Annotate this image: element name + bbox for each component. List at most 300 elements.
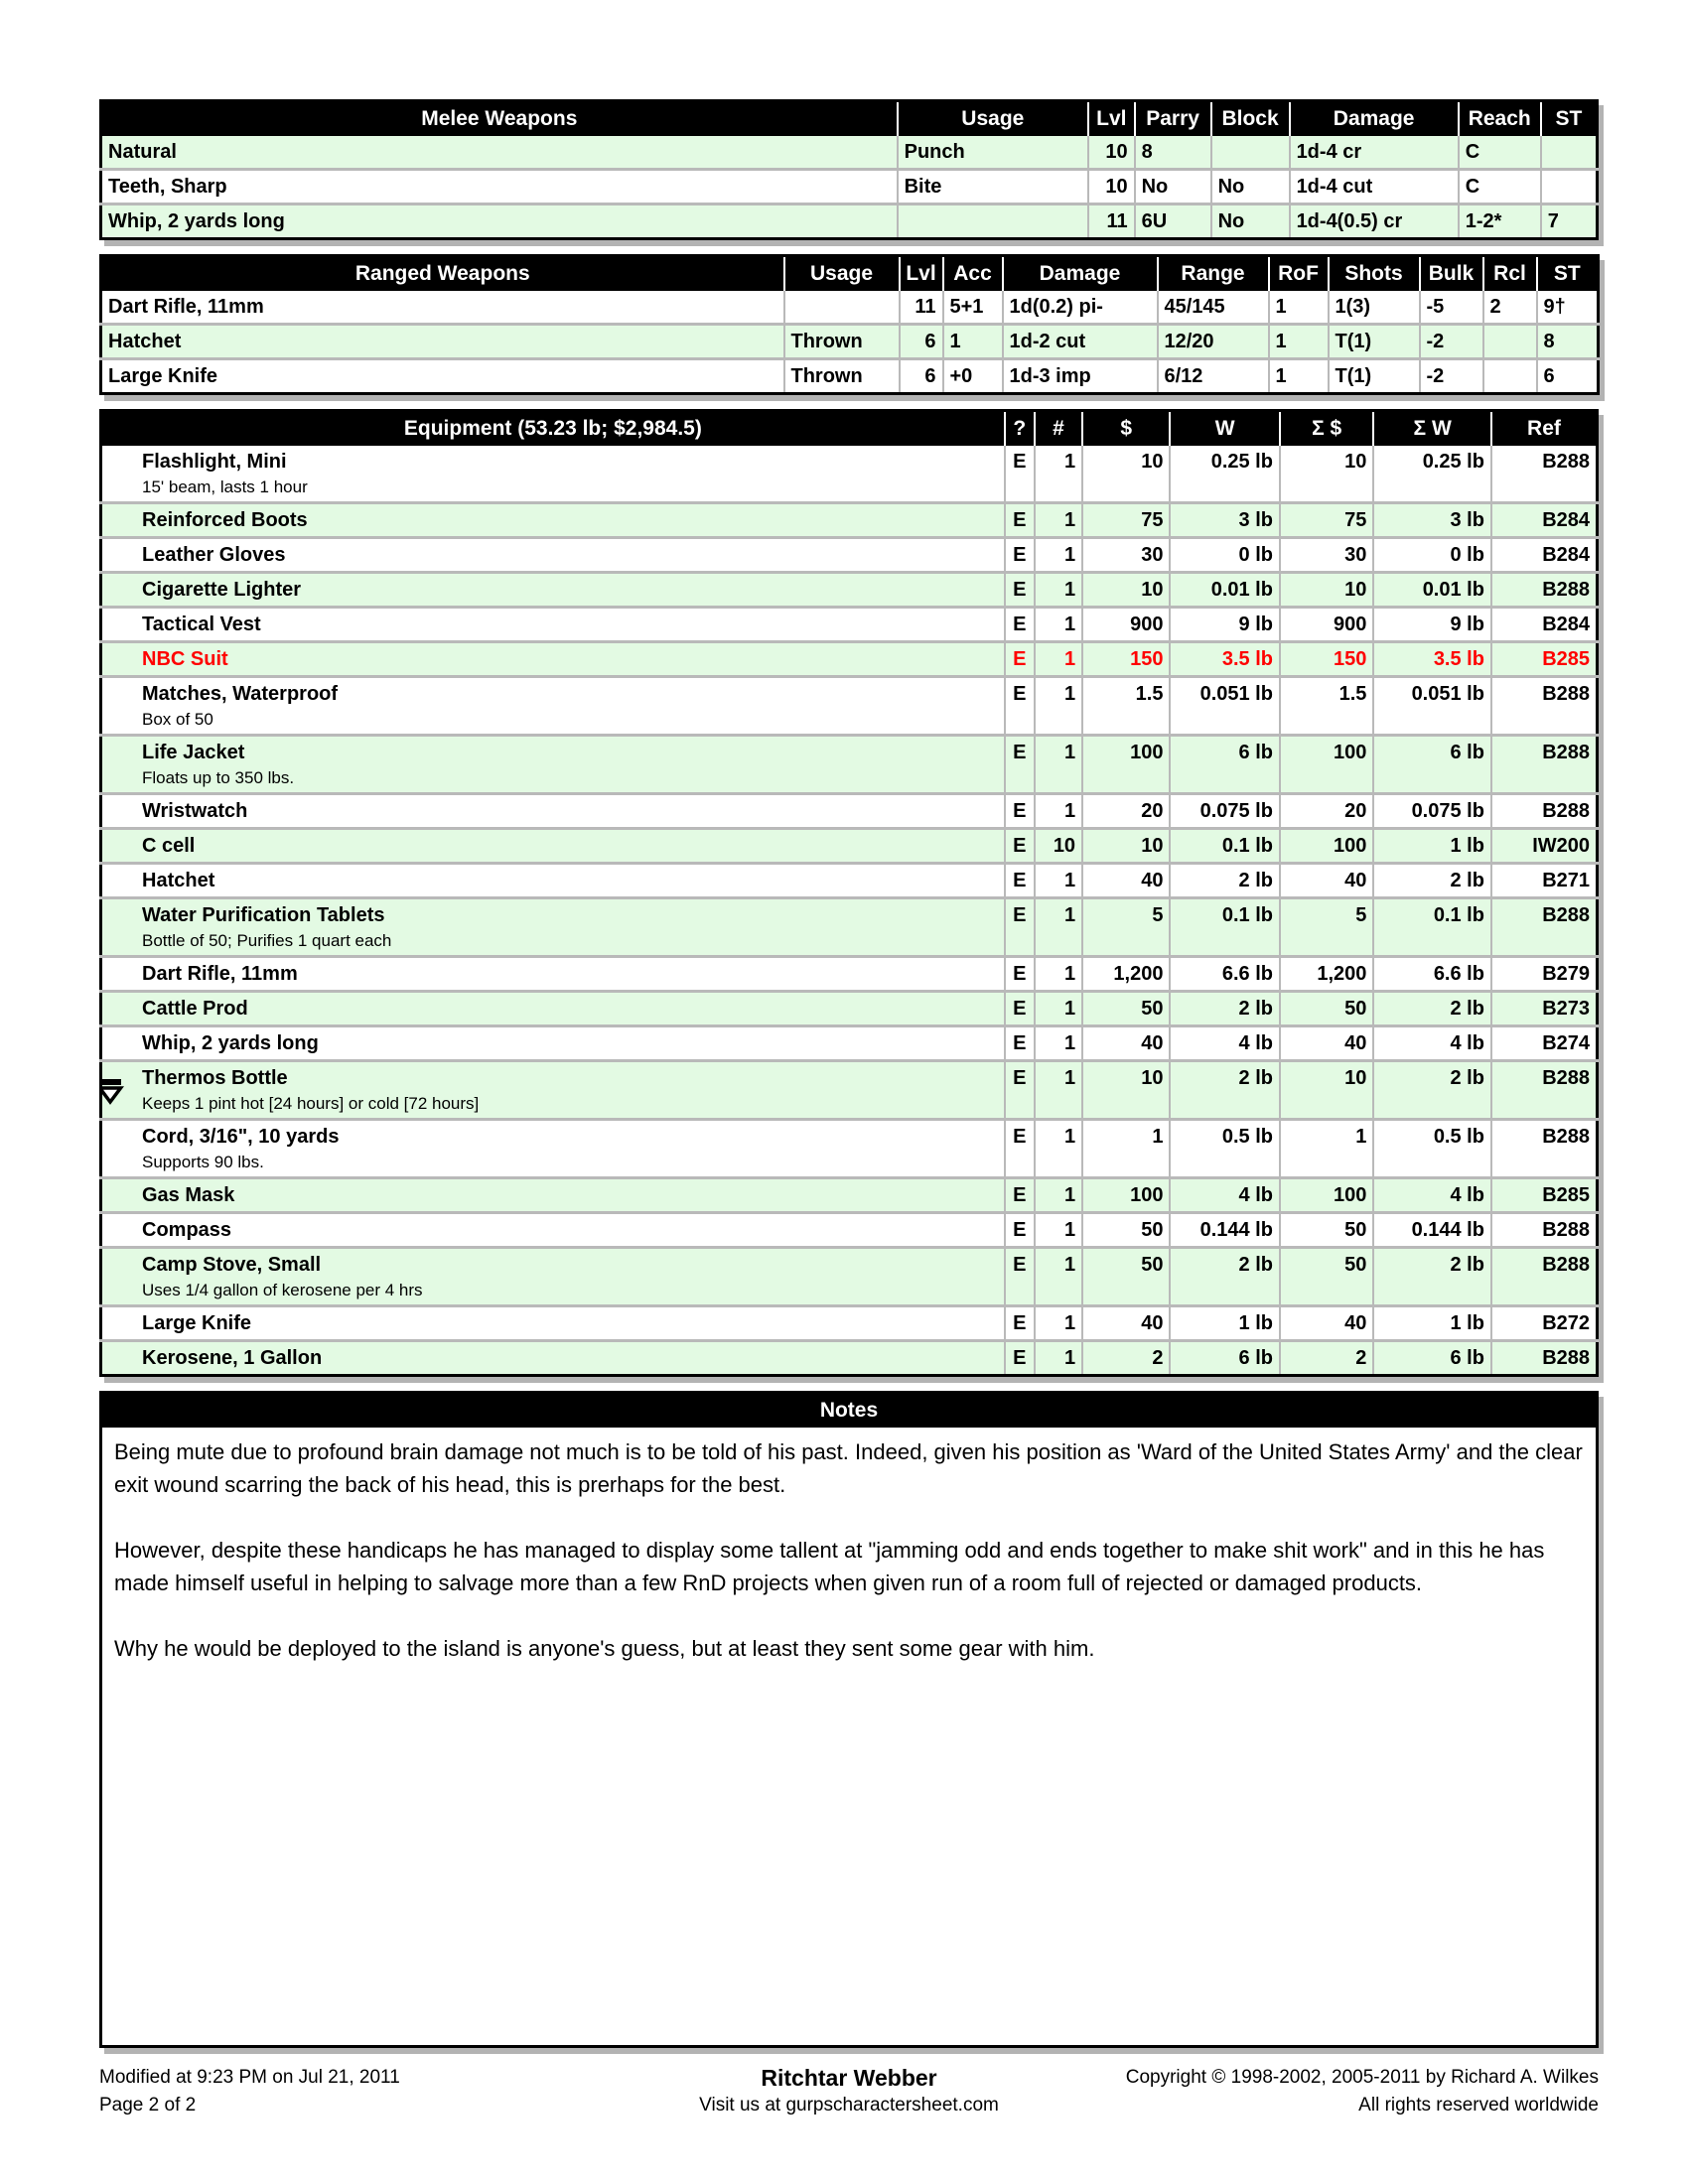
item-ext-weight: 0.144 lb xyxy=(1373,1213,1491,1248)
weapon-damage: 1d-3 imp xyxy=(1003,359,1158,394)
equipment-table-title: Equipment (53.23 lb; $2,984.5) xyxy=(101,411,1005,447)
item-ext-cost: 20 xyxy=(1280,794,1373,829)
item-qty: 1 xyxy=(1035,736,1082,794)
item-ext-weight: 0.25 lb xyxy=(1373,446,1491,503)
col-header-lvl: Lvl xyxy=(900,256,943,292)
item-equipped: E xyxy=(1005,1026,1035,1061)
weapon-st xyxy=(1541,136,1598,170)
item-ext-weight: 6 lb xyxy=(1373,736,1491,794)
item-qty: 1 xyxy=(1035,1178,1082,1213)
character-name: Ritchtar Webber xyxy=(761,2065,937,2091)
item-ref: B284 xyxy=(1491,538,1598,573)
item-name: Camp Stove, Small xyxy=(142,1254,322,1276)
item-note: Box of 50 xyxy=(142,710,213,729)
item-qty: 1 xyxy=(1035,1248,1082,1306)
col-header-damage: Damage xyxy=(1290,101,1459,137)
weapon-damage: 1d(0.2) pi- xyxy=(1003,291,1158,325)
item-ext-cost: 5 xyxy=(1280,898,1373,957)
weapon-bulk: -2 xyxy=(1420,325,1483,359)
website-text: Visit us at gurpscharactersheet.com xyxy=(699,2095,999,2116)
character-sheet-page xyxy=(99,0,1599,2119)
weapon-parry: 6U xyxy=(1135,205,1211,239)
weapon-level: 11 xyxy=(900,291,943,325)
col-header-bulk: Bulk xyxy=(1420,256,1483,292)
item-cost: 40 xyxy=(1082,864,1170,898)
col-header-usage: Usage xyxy=(784,256,900,292)
item-ext-cost: 50 xyxy=(1280,992,1373,1026)
item-note: Uses 1/4 gallon of kerosene per 4 hrs xyxy=(142,1281,423,1299)
item-name: Kerosene, 1 Gallon xyxy=(142,1347,323,1369)
copyright-text: Copyright © 1998-2002, 2005-2011 by Richard A. Wilkes xyxy=(1125,2067,1599,2088)
item-weight: 2 lb xyxy=(1170,1248,1280,1306)
equipment-row[interactable] xyxy=(101,957,1598,992)
notes-text[interactable] xyxy=(102,1428,1596,2045)
col-header-range: Range xyxy=(1158,256,1269,292)
col-header-reach: Reach xyxy=(1459,101,1541,137)
weapon-st: 9† xyxy=(1537,291,1599,325)
melee-weapon-row[interactable] xyxy=(101,205,1598,239)
equipment-row[interactable] xyxy=(101,573,1598,608)
item-ext-weight: 2 lb xyxy=(1373,864,1491,898)
equipment-row[interactable] xyxy=(101,538,1598,573)
item-ref: B273 xyxy=(1491,992,1598,1026)
equipment-row[interactable] xyxy=(101,992,1598,1026)
equipment-row[interactable] xyxy=(101,864,1598,898)
col-header-cost: $ xyxy=(1082,411,1170,447)
item-equipped: E xyxy=(1005,608,1035,642)
item-note: Floats up to 350 lbs. xyxy=(142,768,295,787)
item-qty: 1 xyxy=(1035,957,1082,992)
item-ext-weight: 1 lb xyxy=(1373,1306,1491,1341)
item-ext-weight: 6 lb xyxy=(1373,1341,1491,1376)
item-equipped: E xyxy=(1005,503,1035,538)
weapon-usage xyxy=(898,205,1088,239)
item-cost: 5 xyxy=(1082,898,1170,957)
item-name: Tactical Vest xyxy=(142,614,261,635)
notes-title: Notes xyxy=(102,1394,1596,1428)
item-equipped: E xyxy=(1005,736,1035,794)
item-cost: 50 xyxy=(1082,992,1170,1026)
item-name: Gas Mask xyxy=(142,1184,235,1206)
item-qty: 1 xyxy=(1035,446,1082,503)
item-ref: B284 xyxy=(1491,608,1598,642)
weapon-reach: 1-2* xyxy=(1459,205,1541,239)
item-ref: B288 xyxy=(1491,446,1598,503)
item-cost: 10 xyxy=(1082,573,1170,608)
ranged-weapons-table xyxy=(99,254,1600,395)
item-weight: 3 lb xyxy=(1170,503,1280,538)
item-cost: 75 xyxy=(1082,503,1170,538)
weapon-st xyxy=(1541,170,1598,205)
item-weight: 4 lb xyxy=(1170,1026,1280,1061)
item-ref: B288 xyxy=(1491,1341,1598,1376)
item-ref: B279 xyxy=(1491,957,1598,992)
col-header-weight: W xyxy=(1170,411,1280,447)
item-name: Whip, 2 yards long xyxy=(142,1032,319,1054)
weapon-usage: Thrown xyxy=(784,325,900,359)
item-ext-weight: 0.075 lb xyxy=(1373,794,1491,829)
page-footer xyxy=(99,2064,1599,2119)
item-ext-weight: 0.051 lb xyxy=(1373,677,1491,736)
item-equipped: E xyxy=(1005,642,1035,677)
item-ref: IW200 xyxy=(1491,829,1598,864)
item-ext-cost: 100 xyxy=(1280,829,1373,864)
item-name: Water Purification Tablets xyxy=(142,904,385,926)
melee-weapon-row[interactable] xyxy=(101,170,1598,205)
item-ext-cost: 1 xyxy=(1280,1120,1373,1178)
col-header-acc: Acc xyxy=(943,256,1003,292)
col-header-rcl: Rcl xyxy=(1483,256,1537,292)
col-header-ext-cost: Σ $ xyxy=(1280,411,1373,447)
equipment-row[interactable] xyxy=(101,677,1598,736)
item-qty: 1 xyxy=(1035,538,1082,573)
item-equipped: E xyxy=(1005,992,1035,1026)
item-ref: B288 xyxy=(1491,1248,1598,1306)
item-equipped: E xyxy=(1005,957,1035,992)
weapon-usage: Bite xyxy=(898,170,1088,205)
item-equipped: E xyxy=(1005,1213,1035,1248)
weapon-parry: 8 xyxy=(1135,136,1211,170)
item-ref: B272 xyxy=(1491,1306,1598,1341)
item-name: Dart Rifle, 11mm xyxy=(142,963,298,985)
item-equipped: E xyxy=(1005,1061,1035,1120)
weapon-acc: 5+1 xyxy=(943,291,1003,325)
item-weight: 9 lb xyxy=(1170,608,1280,642)
equipment-row[interactable] xyxy=(101,1061,1598,1120)
item-weight: 0.1 lb xyxy=(1170,898,1280,957)
item-qty: 1 xyxy=(1035,1026,1082,1061)
item-ref: B288 xyxy=(1491,677,1598,736)
weapon-rcl xyxy=(1483,359,1537,394)
item-name: Matches, Waterproof xyxy=(142,683,339,705)
item-ext-cost: 30 xyxy=(1280,538,1373,573)
col-header-ext-weight: Σ W xyxy=(1373,411,1491,447)
item-ext-weight: 2 lb xyxy=(1373,1248,1491,1306)
item-ext-cost: 10 xyxy=(1280,573,1373,608)
item-equipped: E xyxy=(1005,1120,1035,1178)
item-note: Bottle of 50; Purifies 1 quart each xyxy=(142,931,392,950)
item-qty: 1 xyxy=(1035,677,1082,736)
item-ref: B288 xyxy=(1491,1213,1598,1248)
item-weight: 0.1 lb xyxy=(1170,829,1280,864)
item-qty: 1 xyxy=(1035,1341,1082,1376)
item-note: 15' beam, lasts 1 hour xyxy=(142,478,308,496)
item-equipped: E xyxy=(1005,1306,1035,1341)
col-header-parry: Parry xyxy=(1135,101,1211,137)
ranged-weapon-row[interactable] xyxy=(101,359,1599,394)
weapon-reach: C xyxy=(1459,136,1541,170)
item-ext-cost: 100 xyxy=(1280,736,1373,794)
item-equipped: E xyxy=(1005,446,1035,503)
item-weight: 0 lb xyxy=(1170,538,1280,573)
item-cost: 100 xyxy=(1082,1178,1170,1213)
item-ext-cost: 40 xyxy=(1280,864,1373,898)
item-ext-cost: 40 xyxy=(1280,1306,1373,1341)
item-ref: B288 xyxy=(1491,1120,1598,1178)
item-cost: 50 xyxy=(1082,1213,1170,1248)
item-cost: 20 xyxy=(1082,794,1170,829)
weapon-rof: 1 xyxy=(1269,291,1329,325)
weapon-bulk: -2 xyxy=(1420,359,1483,394)
weapon-block xyxy=(1211,136,1290,170)
item-ref: B285 xyxy=(1491,642,1598,677)
weapon-rcl: 2 xyxy=(1483,291,1537,325)
col-header-ref: Ref xyxy=(1491,411,1598,447)
notes-box xyxy=(99,1391,1599,2048)
item-weight: 6 lb xyxy=(1170,736,1280,794)
item-ext-cost: 10 xyxy=(1280,446,1373,503)
item-qty: 1 xyxy=(1035,992,1082,1026)
item-name: Compass xyxy=(142,1219,232,1241)
item-cost: 50 xyxy=(1082,1248,1170,1306)
item-ref: B274 xyxy=(1491,1026,1598,1061)
equipment-row[interactable] xyxy=(101,446,1598,503)
weapon-shots: 1(3) xyxy=(1329,291,1420,325)
item-cost: 40 xyxy=(1082,1306,1170,1341)
weapon-acc: 1 xyxy=(943,325,1003,359)
item-weight: 2 lb xyxy=(1170,992,1280,1026)
weapon-level: 10 xyxy=(1088,170,1135,205)
item-ref: B271 xyxy=(1491,864,1598,898)
item-qty: 1 xyxy=(1035,608,1082,642)
item-ext-weight: 9 lb xyxy=(1373,608,1491,642)
item-equipped: E xyxy=(1005,538,1035,573)
item-weight: 6.6 lb xyxy=(1170,957,1280,992)
item-ext-weight: 3.5 lb xyxy=(1373,642,1491,677)
weapon-level: 10 xyxy=(1088,136,1135,170)
item-name: Large Knife xyxy=(142,1312,252,1334)
weapon-block: No xyxy=(1211,170,1290,205)
col-header-qty: # xyxy=(1035,411,1082,447)
item-cost: 1.5 xyxy=(1082,677,1170,736)
item-qty: 1 xyxy=(1035,1120,1082,1178)
item-equipped: E xyxy=(1005,794,1035,829)
item-equipped: E xyxy=(1005,898,1035,957)
weapon-parry: No xyxy=(1135,170,1211,205)
weapon-range: 12/20 xyxy=(1158,325,1269,359)
melee-weapon-row[interactable] xyxy=(101,136,1598,170)
item-cost: 10 xyxy=(1082,829,1170,864)
item-weight: 2 lb xyxy=(1170,1061,1280,1120)
weapon-shots: T(1) xyxy=(1329,325,1420,359)
col-header-usage: Usage xyxy=(898,101,1088,137)
item-qty: 1 xyxy=(1035,1213,1082,1248)
item-note: Supports 90 lbs. xyxy=(142,1153,264,1171)
weapon-usage: Thrown xyxy=(784,359,900,394)
weapon-damage: 1d-4(0.5) cr xyxy=(1290,205,1459,239)
item-ref: B285 xyxy=(1491,1178,1598,1213)
notes-paragraph: However, despite these handicaps he has managed to display some tallent at "jamming odd and ends together to make shit work" and in this he has made himself useful in helping to salvage more than a few RnD projects when given run of a room full of rejected or damaged products. xyxy=(114,1538,1545,1595)
weapon-st: 6 xyxy=(1537,359,1599,394)
item-ext-weight: 3 lb xyxy=(1373,503,1491,538)
item-ext-cost: 75 xyxy=(1280,503,1373,538)
item-qty: 1 xyxy=(1035,1306,1082,1341)
item-ext-weight: 2 lb xyxy=(1373,1061,1491,1120)
item-weight: 0.25 lb xyxy=(1170,446,1280,503)
item-ext-weight: 6.6 lb xyxy=(1373,957,1491,992)
melee-table-title: Melee Weapons xyxy=(101,101,898,137)
weapon-usage: Punch xyxy=(898,136,1088,170)
equipment-row[interactable] xyxy=(101,642,1598,677)
equipment-row[interactable] xyxy=(101,898,1598,957)
item-weight: 2 lb xyxy=(1170,864,1280,898)
melee-weapons-table xyxy=(99,99,1599,240)
item-ref: B288 xyxy=(1491,794,1598,829)
modified-timestamp: Modified at 9:23 PM on Jul 21, 2011 xyxy=(99,2067,400,2088)
item-qty: 1 xyxy=(1035,794,1082,829)
item-name: C cell xyxy=(142,835,196,857)
item-name: Thermos Bottle xyxy=(142,1067,288,1089)
item-ext-weight: 4 lb xyxy=(1373,1026,1491,1061)
equipment-row[interactable] xyxy=(101,829,1598,864)
item-ext-weight: 1 lb xyxy=(1373,829,1491,864)
weapon-name: Hatchet xyxy=(101,325,784,359)
item-ref: B288 xyxy=(1491,1061,1598,1120)
item-cost: 1 xyxy=(1082,1120,1170,1178)
item-ext-cost: 150 xyxy=(1280,642,1373,677)
item-name: Reinforced Boots xyxy=(142,509,308,531)
item-weight: 6 lb xyxy=(1170,1341,1280,1376)
item-name: Cord, 3/16", 10 yards xyxy=(142,1126,340,1148)
item-ext-cost: 900 xyxy=(1280,608,1373,642)
item-ext-cost: 50 xyxy=(1280,1248,1373,1306)
weapon-name: Natural xyxy=(108,141,177,163)
item-weight: 1 lb xyxy=(1170,1306,1280,1341)
equipment-row[interactable] xyxy=(101,1120,1598,1178)
item-ext-weight: 4 lb xyxy=(1373,1178,1491,1213)
equipment-row[interactable] xyxy=(101,1178,1598,1213)
equipment-row[interactable] xyxy=(101,1248,1598,1306)
page-number: Page 2 of 2 xyxy=(99,2095,197,2116)
item-ext-weight: 0 lb xyxy=(1373,538,1491,573)
item-equipped: E xyxy=(1005,677,1035,736)
weapon-st: 7 xyxy=(1541,205,1598,239)
item-cost: 10 xyxy=(1082,1061,1170,1120)
item-ext-cost: 2 xyxy=(1280,1341,1373,1376)
weapon-damage: 1d-2 cut xyxy=(1003,325,1158,359)
item-qty: 10 xyxy=(1035,829,1082,864)
item-qty: 1 xyxy=(1035,503,1082,538)
equipment-row[interactable] xyxy=(101,503,1598,538)
item-name: NBC Suit xyxy=(142,648,228,670)
item-weight: 0.144 lb xyxy=(1170,1213,1280,1248)
weapon-reach: C xyxy=(1459,170,1541,205)
item-ext-cost: 1,200 xyxy=(1280,957,1373,992)
item-equipped: E xyxy=(1005,1248,1035,1306)
item-qty: 1 xyxy=(1035,898,1082,957)
equipment-row[interactable] xyxy=(101,1306,1598,1341)
ranged-weapon-row[interactable] xyxy=(101,291,1599,325)
item-weight: 0.5 lb xyxy=(1170,1120,1280,1178)
col-header-shots: Shots xyxy=(1329,256,1420,292)
equipment-row[interactable] xyxy=(101,608,1598,642)
item-cost: 2 xyxy=(1082,1341,1170,1376)
col-header-lvl: Lvl xyxy=(1088,101,1135,137)
weapon-name: Dart Rifle, 11mm xyxy=(108,296,264,318)
item-qty: 1 xyxy=(1035,1061,1082,1120)
item-weight: 0.075 lb xyxy=(1170,794,1280,829)
weapon-range: 45/145 xyxy=(1158,291,1269,325)
notes-paragraph: Why he would be deployed to the island is anyone's guess, but at least they sent some gear with him. xyxy=(114,1636,1095,1661)
item-cost: 100 xyxy=(1082,736,1170,794)
item-ext-cost: 100 xyxy=(1280,1178,1373,1213)
item-equipped: E xyxy=(1005,1341,1035,1376)
item-equipped: E xyxy=(1005,573,1035,608)
weapon-name: Large Knife xyxy=(101,359,784,394)
item-ext-weight: 0.01 lb xyxy=(1373,573,1491,608)
item-equipped: E xyxy=(1005,829,1035,864)
weapon-block: No xyxy=(1211,205,1290,239)
col-header-st: ST xyxy=(1537,256,1599,292)
weapon-level: 6 xyxy=(900,325,943,359)
ranged-weapon-row[interactable] xyxy=(101,325,1599,359)
item-ext-cost: 40 xyxy=(1280,1026,1373,1061)
item-qty: 1 xyxy=(1035,642,1082,677)
equipment-row[interactable] xyxy=(101,794,1598,829)
item-name: Life Jacket xyxy=(142,742,245,763)
col-header-damage: Damage xyxy=(1003,256,1158,292)
item-name: Cigarette Lighter xyxy=(142,579,302,601)
item-cost: 1,200 xyxy=(1082,957,1170,992)
item-equipped: E xyxy=(1005,864,1035,898)
item-name: Wristwatch xyxy=(142,800,248,822)
equipment-table xyxy=(99,409,1599,1377)
weapon-level: 11 xyxy=(1088,205,1135,239)
col-header-equipped: ? xyxy=(1005,411,1035,447)
item-ref: B288 xyxy=(1491,573,1598,608)
weapon-bulk: -5 xyxy=(1420,291,1483,325)
weapon-st: 8 xyxy=(1537,325,1599,359)
weapon-damage: 1d-4 cut xyxy=(1290,170,1459,205)
item-name: Cattle Prod xyxy=(142,998,248,1020)
equipment-row[interactable] xyxy=(101,1341,1598,1376)
notes-paragraph: Being mute due to profound brain damage not much is to be told of his past. Indeed, given his position as 'Ward of the United States Army' and the clear exit wound scarring the back of his head, this is prerhaps for the best. xyxy=(114,1439,1583,1497)
item-ref: B288 xyxy=(1491,898,1598,957)
item-equipped: E xyxy=(1005,1178,1035,1213)
weapon-acc: +0 xyxy=(943,359,1003,394)
item-name: Hatchet xyxy=(142,870,215,891)
weapon-rcl xyxy=(1483,325,1537,359)
weapon-level: 6 xyxy=(900,359,943,394)
weapon-name: Whip, 2 yards long xyxy=(101,205,898,239)
col-header-rof: RoF xyxy=(1269,256,1329,292)
item-ext-cost: 10 xyxy=(1280,1061,1373,1120)
col-header-st: ST xyxy=(1541,101,1598,137)
item-weight: 0.01 lb xyxy=(1170,573,1280,608)
equipment-row[interactable] xyxy=(101,1213,1598,1248)
item-weight: 3.5 lb xyxy=(1170,642,1280,677)
rights-text: All rights reserved worldwide xyxy=(1358,2095,1599,2116)
item-cost: 40 xyxy=(1082,1026,1170,1061)
weapon-damage: 1d-4 cr xyxy=(1290,136,1459,170)
equipment-row[interactable] xyxy=(101,1026,1598,1061)
item-qty: 1 xyxy=(1035,864,1082,898)
item-weight: 4 lb xyxy=(1170,1178,1280,1213)
item-ext-cost: 50 xyxy=(1280,1213,1373,1248)
equipment-row[interactable] xyxy=(101,736,1598,794)
item-ext-weight: 0.5 lb xyxy=(1373,1120,1491,1178)
item-name: Leather Gloves xyxy=(142,544,286,566)
item-ext-cost: 1.5 xyxy=(1280,677,1373,736)
col-header-block: Block xyxy=(1211,101,1290,137)
item-cost: 900 xyxy=(1082,608,1170,642)
item-note: Keeps 1 pint hot [24 hours] or cold [72 hours] xyxy=(142,1094,480,1113)
drag-cursor-icon xyxy=(101,1074,126,1106)
item-weight: 0.051 lb xyxy=(1170,677,1280,736)
ranged-table-title: Ranged Weapons xyxy=(101,256,784,292)
weapon-name: Teeth, Sharp xyxy=(101,170,898,205)
item-ref: B288 xyxy=(1491,736,1598,794)
